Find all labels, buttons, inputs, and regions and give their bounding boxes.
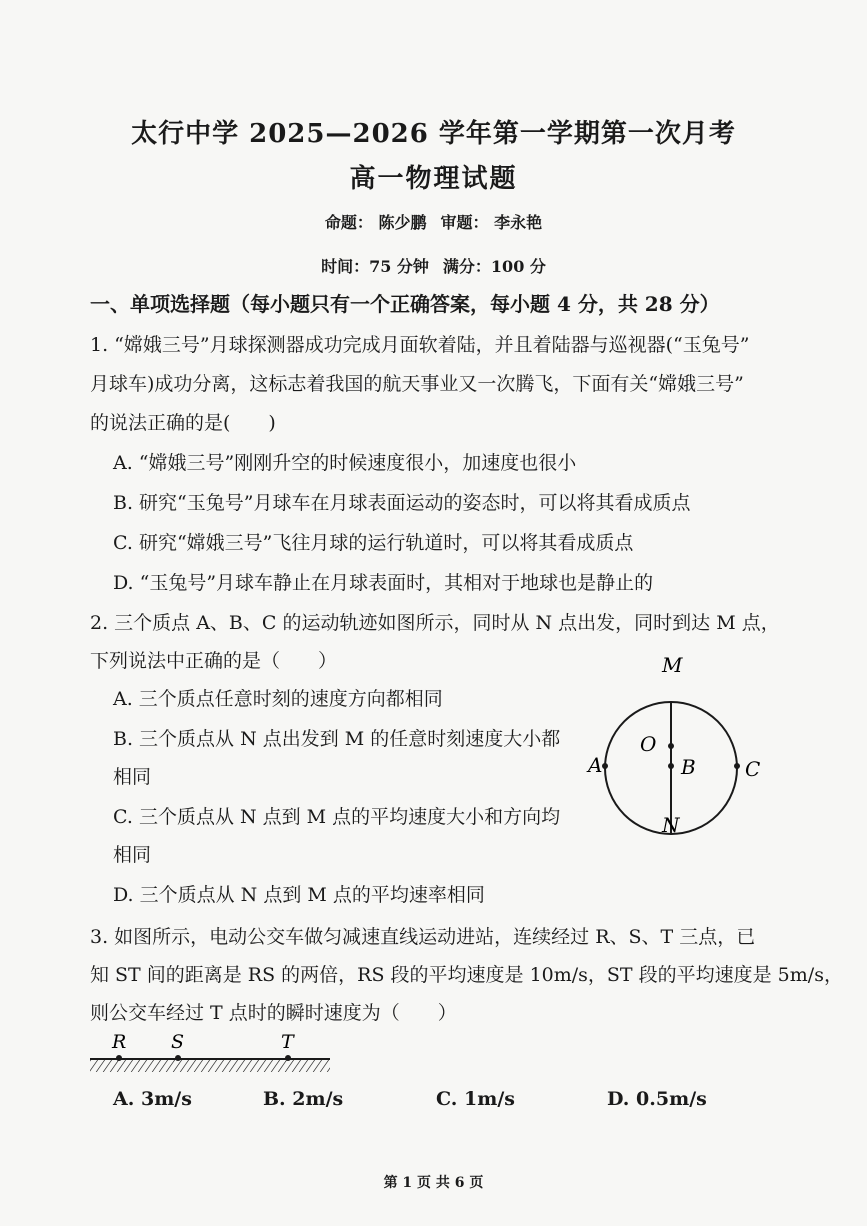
exam-time: 时间：75 分钟 (321, 257, 429, 276)
reviewer: 审题： 李永艳 (440, 213, 543, 232)
point-r-dot (116, 1055, 122, 1061)
label-c: C (745, 757, 761, 781)
q1-stem-line3: 的说法正确的是( ) (90, 412, 276, 434)
q2-option-c-line1: C. 三个质点从 N 点到 M 点的平均速度大小和方向均 (113, 806, 561, 828)
q3-stem-line2: 知 ST 间的距离是 RS 的两倍，RS 段的平均速度是 10m/s，ST 段的平均速度是 5m/s， (90, 964, 843, 986)
label-t: T (281, 1031, 294, 1053)
exam-score: 满分：100 分 (442, 257, 546, 276)
q1-option-d: D. “玉兔号”月球车静止在月球表面时，其相对于地球也是静止的 (113, 572, 654, 594)
q3-option-a: A. 3m/s (113, 1088, 192, 1110)
q3-option-c: C. 1m/s (436, 1088, 515, 1110)
point-b-dot (668, 763, 674, 769)
label-r: R (112, 1031, 127, 1053)
q1-option-a: A. “嫦娥三号”刚刚升空的时候速度很小，加速度也很小 (113, 452, 577, 474)
point-c-dot (734, 763, 740, 769)
author: 命题： 陈少鹏 (324, 213, 427, 232)
exam-title: 太行中学 2025—2026 学年第一学期第一次月考 (131, 119, 736, 149)
q1-stem-line1: 1. “嫦娥三号”月球探测器成功完成月面软着陆，并且着陆器与巡视器(“玉兔号” (90, 334, 750, 356)
label-s: S (171, 1031, 185, 1053)
point-t-dot (285, 1055, 291, 1061)
time-score-line (0, 254, 867, 277)
q2-option-d: D. 三个质点从 N 点到 M 点的平均速率相同 (113, 884, 485, 906)
q1-stem-line2: 月球车)成功分离，这标志着我国的航天事业又一次腾飞，下面有关“嫦娥三号” (90, 373, 744, 395)
q2-circle-figure (580, 648, 770, 848)
label-n: N (662, 813, 680, 837)
q2-option-b-line2: 相同 (113, 766, 152, 788)
label-m: M (662, 653, 683, 677)
q2-option-c-line2: 相同 (113, 844, 152, 866)
q3-road-figure (86, 1026, 336, 1078)
label-b: B (681, 755, 696, 779)
q2-stem-line2: 下列说法中正确的是（ ） (90, 650, 338, 672)
point-a-dot (602, 763, 608, 769)
author-line (0, 210, 867, 233)
section-heading: 一、单项选择题（每小题只有一个正确答案，每小题 4 分，共 28 分） (90, 292, 720, 316)
label-o: O (640, 732, 657, 756)
q2-stem-line1: 2. 三个质点 A、B、C 的运动轨迹如图所示，同时从 N 点出发，同时到达 M 点， (90, 612, 780, 634)
point-s-dot (175, 1055, 181, 1061)
q3-option-d: D. 0.5m/s (607, 1088, 707, 1110)
q3-stem-line1: 3. 如图所示，电动公交车做匀减速直线运动进站，连续经过 R、S、T 三点，已 (90, 926, 756, 948)
point-o-dot (668, 743, 674, 749)
q1-option-c: C. 研究“嫦娥三号”飞往月球的运行轨道时，可以将其看成质点 (113, 532, 634, 554)
q2-option-b-line1: B. 三个质点从 N 点出发到 M 的任意时刻速度大小都 (113, 728, 561, 750)
q3-option-b: B. 2m/s (263, 1088, 344, 1110)
q2-option-a: A. 三个质点任意时刻的速度方向都相同 (113, 688, 443, 710)
label-a: A (588, 753, 603, 777)
page-footer: 第 1 页 共 6 页 (383, 1175, 484, 1191)
q3-stem-line3: 则公交车经过 T 点时的瞬时速度为（ ） (90, 1002, 457, 1024)
road-hatch (90, 1060, 330, 1072)
q1-option-b: B. 研究“玉兔号”月球车在月球表面运动的姿态时，可以将其看成质点 (113, 492, 691, 514)
exam-subtitle: 高一物理试题 (349, 164, 518, 194)
